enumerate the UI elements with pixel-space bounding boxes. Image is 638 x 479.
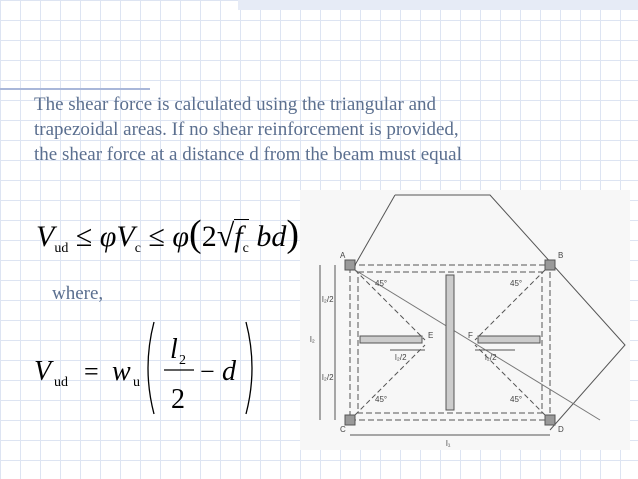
eq1-sqrt: √ — [216, 217, 235, 253]
column-d — [545, 415, 555, 425]
body-paragraph — [34, 92, 624, 167]
column-b — [545, 260, 555, 270]
label-d: D — [558, 425, 564, 434]
eq2-sub-u: u — [133, 375, 140, 390]
eq1-paren-close: ) — [286, 213, 299, 255]
angle-bottom-right: 45° — [510, 395, 523, 404]
label-e: E — [428, 331, 434, 340]
eq2-equals: = — [84, 357, 99, 386]
eq1-sub-c2: c — [242, 241, 249, 256]
dim-l2half-top: l₂/2 — [322, 295, 334, 304]
central-beam — [446, 275, 454, 410]
eq1-V2: V — [116, 220, 135, 253]
dim-l2half-right: l₂/2 — [485, 353, 497, 362]
eq2-paren-right — [246, 322, 252, 414]
eq2-sub-2: 2 — [179, 353, 186, 368]
eq1-two: 2 — [201, 220, 217, 253]
dim-l2: l₂ — [310, 335, 315, 344]
eq1-bd: bd — [256, 220, 287, 253]
eq2-w: w — [112, 356, 131, 387]
eq1-V: V — [36, 220, 55, 253]
beam-right — [478, 336, 540, 343]
eq2-minus: − — [200, 357, 215, 386]
body-line-3: the shear force at a distance d from the beam must equal — [34, 144, 462, 165]
label-a: A — [340, 251, 346, 260]
column-a — [345, 260, 355, 270]
eq2-d: d — [222, 356, 236, 387]
slab-diagram — [300, 190, 630, 450]
title-rule — [0, 88, 150, 90]
eq2-sub-ud: ud — [54, 375, 68, 390]
eq2-V: V — [34, 356, 52, 387]
eq1-sub-ud: ud — [54, 241, 69, 256]
equation-shear-capacity — [36, 212, 326, 256]
eq1-radicand — [234, 219, 249, 256]
eq1-phi1: φ — [99, 220, 117, 253]
eq1-le2: ≤ — [148, 220, 165, 253]
eq1-phi2: φ — [172, 220, 190, 253]
body-line-1: The shear force is calculated using the triangular and — [34, 94, 436, 115]
top-band — [238, 0, 638, 10]
where-label: where, — [52, 283, 104, 304]
column-c — [345, 415, 355, 425]
eq2-denominator: 2 — [171, 384, 185, 415]
eq2-paren-left — [148, 322, 154, 414]
angle-bottom-left: 45° — [375, 395, 388, 404]
body-line-2: trapezoidal areas. If no shear reinforcement is provided, — [34, 119, 459, 140]
eq1-sub-c: c — [134, 241, 141, 256]
dim-l2half-bottom: l₂/2 — [322, 373, 334, 382]
dim-l1: l₁ — [446, 439, 451, 448]
eq1-paren-open: ( — [189, 213, 202, 255]
eq1-f: f — [234, 220, 243, 253]
label-b: B — [558, 251, 564, 260]
eq2-l: l — [170, 334, 178, 365]
beam-left — [360, 336, 422, 343]
dim-l2half-left: l₂/2 — [395, 353, 407, 362]
eq1-le1: ≤ — [75, 220, 93, 253]
label-c: C — [340, 425, 346, 434]
angle-top-left: 45° — [375, 279, 388, 288]
label-f: F — [468, 331, 473, 340]
equation-ud — [34, 318, 274, 418]
angle-top-right: 45° — [510, 279, 523, 288]
